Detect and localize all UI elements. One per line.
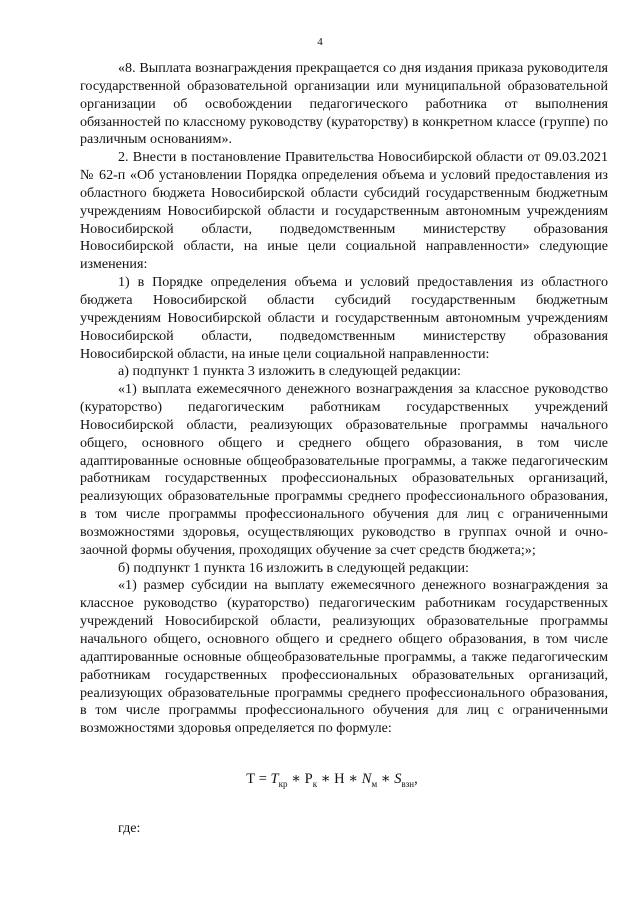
- formula-op-2: ∗: [317, 771, 335, 787]
- formula-term-h: Н: [334, 771, 345, 787]
- formula-term-t: T: [270, 771, 279, 787]
- formula-term-t-sub: кр: [278, 778, 288, 789]
- paragraph-subclause-b: б) подпункт 1 пункта 16 изложить в следующей редакции:: [118, 559, 469, 576]
- paragraph-subclause-b-text: «1) размер субсидии на выплату ежемесячного денежного вознаграждения за классное руководство (кураторство) педагогическим работникам государственных учреждений Новосибирской области, реализующих образовательные программы начального общего, основного общего и среднего общего образования, в том числе адаптированные основные общеобразовательные программы, а также педагогическим работникам государственных профессиональных образовательных организаций, реализующих образовательные программы среднего профессионального образования, в том числе программы профессионального обучения для лиц с ограниченными возможностями здоровья определяется по формуле:: [80, 577, 608, 737]
- formula-term-n-sub: м: [371, 778, 378, 789]
- formula-lhs: Т: [246, 771, 256, 787]
- paragraph-subclause-a-text: «1) выплата ежемесячного денежного вознаграждения за классное руководство (кураторство) педагогическим работникам государственных учреждений Новосибирской области, реализующих образовательные программы начального общего, основного общего и среднего общего образования, в том числе адаптированные основные общеобразовательные программы, а также педагогическим работникам государственных профессиональных образовательных организаций, реализующих образовательные программы среднего профессионального образования, в том числе программы профессионального обучения для лиц с ограниченными возможностями здоровья, осуществляющих руководство в группах очной и очно-заочной формы обучения, проходящих обучение за счет средств бюджета;»;: [80, 381, 608, 558]
- paragraph-clause-8: «8. Выплата вознаграждения прекращается со дня издания приказа руководителя государственной образовательной организации или муниципальной образовательной организации об освобождении педагогического работника от выполнения обязанностей по классному руководству (кураторству) в конкретном классе (группе) по различным основаниям».: [80, 60, 608, 148]
- where-label: где:: [118, 820, 141, 836]
- paragraph-amend-resolution: 2. Внести в постановление Правительства Новосибирской области от 09.03.2021 № 62-п «Об установлении Порядка определения объема и условий предоставления из областного бюджета Новосибирской области субсидий государственным бюджетным учреждениям Новосибирской области и государственным автономным учреждениям Новосибирской области, подведомственным министерству образования Новосибирской области, на иные цели социальной направленности» следующие изменения:: [80, 149, 608, 273]
- formula-term-n: N: [361, 771, 372, 787]
- formula-op-4: ∗: [377, 771, 395, 787]
- formula-term-s: S: [394, 771, 402, 787]
- formula-term-s-sub: взн: [401, 778, 415, 789]
- formula-equals: =: [255, 771, 271, 787]
- formula-term-r: Р: [304, 771, 313, 787]
- paragraph-procedure: 1) в Порядке определения объема и условий предоставления из областного бюджета Новосибирской области субсидий государственным бюджетным учреждениям Новосибирской области и государственным автономным учреждениям Новосибирской области, подведомственным министерству образования Новосибирской области, на иные цели социальной направленности:: [80, 274, 608, 362]
- document-body: [80, 60, 608, 738]
- paragraph-subclause-a: а) подпункт 1 пункта 3 изложить в следующей редакции:: [118, 363, 461, 380]
- formula-tail: ,: [414, 771, 418, 787]
- formula-op-1: ∗: [287, 771, 305, 787]
- subsidy-formula: [0, 771, 640, 789]
- page-number: 4: [317, 36, 323, 48]
- formula-term-r-sub: к: [312, 778, 318, 789]
- formula-op-3: ∗: [344, 771, 362, 787]
